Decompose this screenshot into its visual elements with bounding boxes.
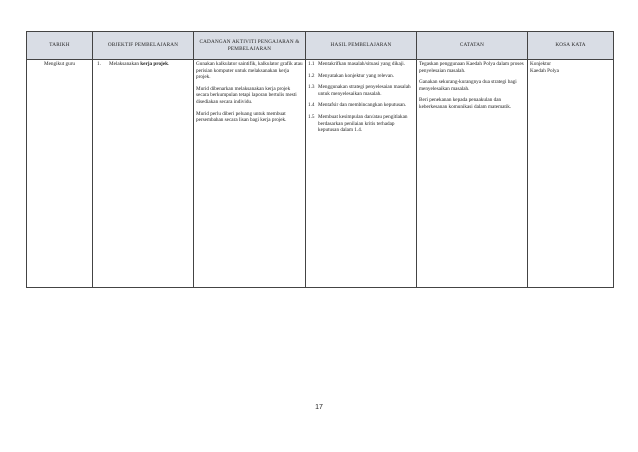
kosa-kata-item: Kaedah Polya (530, 67, 559, 74)
catatan-paragraph: Ganakan sekurang-kurangnya dua strategi bagi menyelesaikan masalah. (419, 79, 517, 92)
header-hasil: HASIL PEMBELAJARAN (306, 32, 417, 60)
header-cadangan: CADANGAN AKTIVITI PENGAJARAN & PEMBELAJARAN (194, 32, 306, 60)
cadangan-paragraph: Murid perlu diberi peluang untuk membuat persembahan secara lisan bagi kerja projek. (196, 110, 287, 124)
header-tarikh: TARIKH (27, 32, 93, 60)
kosa-kata-item: Konjektur (530, 61, 552, 67)
cadangan-paragraph: Murid dibenarkan melaksanakan kerja projek secara berkumpulan tetapi laporan bertulis mesti disediakan secara individu. (196, 85, 297, 105)
cell-cadangan (194, 60, 306, 288)
header-objektif: OBJEKTIF PEMBELAJARAN (93, 32, 194, 60)
table-header-row (27, 32, 614, 60)
cell-tarikh: Mengikut guru (27, 60, 93, 288)
cell-kosa-kata (528, 60, 614, 288)
cell-objektif (93, 60, 194, 288)
cell-catatan (417, 60, 528, 288)
page-number: 17 (315, 404, 323, 411)
table-row (27, 60, 614, 288)
objektif-bold: kerja projek (140, 61, 168, 67)
catatan-paragraph: Beri penekanan kepada penaakulan dan keberkesanan komunikasi dalam matematik. (419, 97, 512, 110)
cell-hasil (306, 60, 417, 288)
cadangan-paragraph: Gunakan kalkulator saintifik, kalkulator grafik atau perisian komputer untuk melaksanakan kerja projek. (196, 61, 303, 81)
catatan-paragraph: Tegaskan penggunaan Kaedah Polya dalam proses penyelesaian masalah. (419, 61, 524, 74)
hasil-item: 1.4 Mentafsir dan membincangkan keputusan. (308, 102, 407, 109)
hasil-item: 1.1 Mentakrifkan masalah/situasi yang dikaji. (308, 61, 406, 67)
header-catatan: CATATAN (417, 32, 528, 60)
hasil-item: 1.5 Membuat kesimpulan dan/atau pengitlakan berdasarkan penilaian kritis terhadap keputusan dalam 1.4. (308, 113, 408, 134)
objektif-text: Melaksanakan kerja projek. (109, 61, 170, 67)
lesson-plan-table (26, 31, 614, 288)
hasil-item: 1.3 Menggunakan strategi penyelesaian masalah untuk menyelesaikan masalah. (308, 84, 411, 97)
header-kosa-kata: KOSA KATA (528, 32, 614, 60)
objektif-number: 1. (97, 61, 101, 67)
hasil-item: 1.2 Menyatakan konjektur yang relevan. (308, 72, 395, 79)
